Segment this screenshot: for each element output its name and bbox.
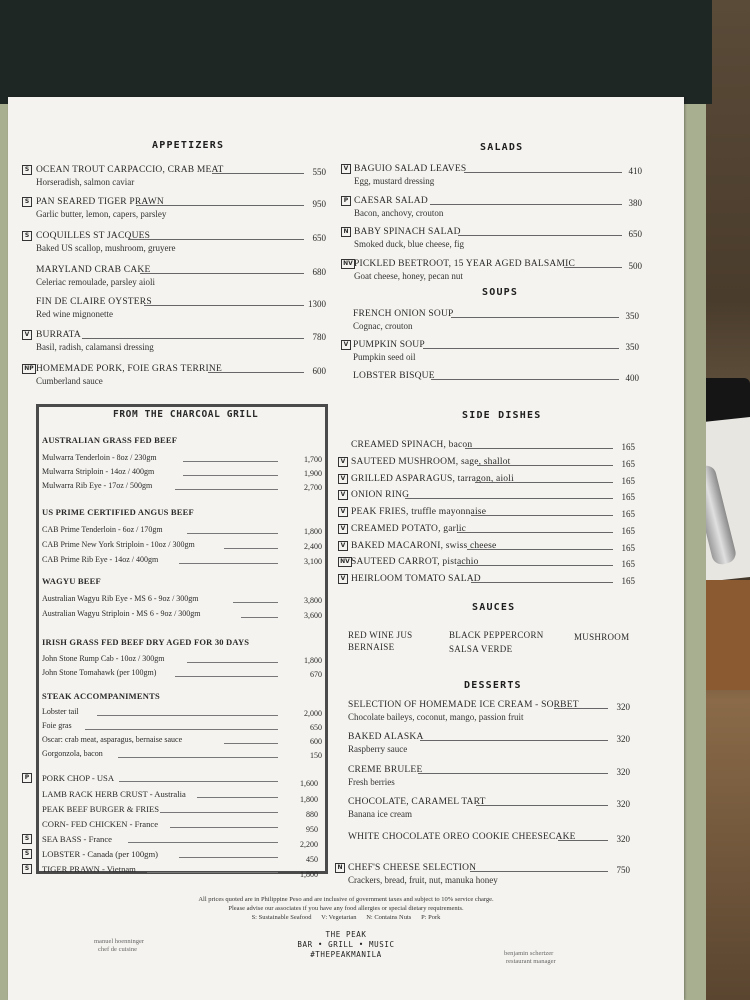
item-price: 165 xyxy=(621,509,635,519)
diet-tag-icon: S xyxy=(22,849,32,859)
item-price: 165 xyxy=(621,559,635,569)
menu-item xyxy=(354,226,642,250)
side-dishes-title: SIDE DISHES xyxy=(462,410,542,421)
item-description: Red wine mignonette xyxy=(36,309,113,319)
item-description: Goat cheese, honey, pecan nut xyxy=(354,271,463,281)
grill-item-name: Oscar: crab meat, asparagus, bernaise sauce xyxy=(42,735,183,744)
leader-line xyxy=(465,448,613,449)
sauces-title: SAUCES xyxy=(472,602,516,613)
diet-tag-icon: S xyxy=(22,834,32,844)
leader-line xyxy=(183,461,278,462)
grill-main-name: LOBSTER - Canada (per 100gm) xyxy=(42,849,158,859)
grill-item-name: Mulwarra Striploin - 14oz / 400gm xyxy=(42,467,155,476)
item-price: 680 xyxy=(312,267,326,277)
leader-line xyxy=(208,372,304,373)
item-price: 165 xyxy=(621,476,635,486)
item-description: Celeriac remoulade, parsley aioli xyxy=(36,277,155,287)
item-name: ONION RING xyxy=(351,490,410,500)
leader-line xyxy=(558,840,608,841)
grill-item-price: 3,800 xyxy=(304,596,322,605)
item-description: Basil, radish, calamansi dressing xyxy=(36,342,154,352)
grill-item-price: 2,700 xyxy=(304,483,322,492)
item-price: 950 xyxy=(312,199,326,209)
grill-item-price: 670 xyxy=(310,670,322,679)
item-name: OCEAN TROUT CARPACCIO, CRAB MEAT xyxy=(36,165,224,175)
menu-item xyxy=(348,731,630,755)
diet-tag-icon: S xyxy=(22,165,32,175)
grill-item-price: 1,800 xyxy=(304,527,322,536)
leader-line xyxy=(564,267,622,268)
salads-title: SALADS xyxy=(480,142,524,153)
item-price: 1300 xyxy=(308,299,326,309)
leader-line xyxy=(554,708,608,709)
grill-group-heading: AUSTRALIAN GRASS FED BEEF xyxy=(42,435,178,445)
item-name: SAUTEED CARROT, pistachio xyxy=(351,557,479,567)
sauce-item: MUSHROOM xyxy=(574,632,630,642)
menu-item xyxy=(36,329,326,353)
footer-price-note: All prices quoted are in Philippine Peso and are inclusive of government taxes and subject to 10% service charge. xyxy=(198,896,494,903)
diet-tag-icon: V xyxy=(338,490,348,500)
leader-line xyxy=(187,662,278,663)
grill-group-heading: WAGYU BEEF xyxy=(42,576,101,586)
grill-main-price: 450 xyxy=(306,855,318,864)
diet-tag-icon: V xyxy=(341,164,351,174)
brand-hashtag: #THEPEAKMANILA xyxy=(310,950,382,959)
item-description: Horseradish, salmon caviar xyxy=(36,177,135,187)
item-name: PICKLED BEETROOT, 15 YEAR AGED BALSAMIC xyxy=(354,259,576,269)
grill-item-name: John Stone Rump Cab - 10oz / 300gm xyxy=(42,654,165,663)
leader-line xyxy=(464,172,622,173)
item-name: BAKED MACARONI, swiss cheese xyxy=(351,541,497,551)
menu-item xyxy=(36,196,326,220)
grill-main-price: 1,600 xyxy=(300,779,318,788)
item-name: HOMEMADE PORK, FOIE GRAS TERRINE xyxy=(36,364,222,374)
menu-item xyxy=(351,573,635,597)
leader-line xyxy=(85,729,278,730)
diet-tag-icon: NV xyxy=(341,259,355,269)
menu-item xyxy=(353,370,639,394)
leader-line xyxy=(144,305,304,306)
grill-group-heading: IRISH GRASS FED BEEF DRY AGED FOR 30 DAYS xyxy=(42,637,250,647)
grill-item-price: 3,600 xyxy=(304,611,322,620)
item-price: 750 xyxy=(616,865,630,875)
item-price: 350 xyxy=(625,311,639,321)
leader-line xyxy=(471,515,613,516)
grill-main-price: 950 xyxy=(306,825,318,834)
grill-item-price: 2,000 xyxy=(304,709,322,718)
menu-item xyxy=(36,230,326,254)
item-description: Crackers, bread, fruit, nut, manuka honey xyxy=(348,875,498,885)
item-price: 165 xyxy=(621,492,635,502)
item-description: Pumpkin seed oil xyxy=(353,352,416,362)
item-name: BAGUIO SALAD LEAVES xyxy=(354,164,467,174)
item-name: CREAMED POTATO, garlic xyxy=(351,524,467,534)
menu-item xyxy=(353,308,639,332)
diet-tag-icon: V xyxy=(338,574,348,584)
leader-line xyxy=(119,781,278,782)
item-description: Egg, mustard dressing xyxy=(354,176,435,186)
diet-tag-icon: V xyxy=(22,330,32,340)
item-price: 350 xyxy=(625,342,639,352)
item-price: 320 xyxy=(616,767,630,777)
menu-item xyxy=(36,264,326,288)
item-description: Cognac, crouton xyxy=(353,321,413,331)
grill-item-name: CAB Prime Rib Eye - 14oz / 400gm xyxy=(42,555,159,564)
leader-line xyxy=(128,239,304,240)
diet-tag-icon: N xyxy=(335,863,345,873)
leader-line xyxy=(233,602,279,603)
leader-line xyxy=(82,338,304,339)
brand-name: THE PEAK xyxy=(325,930,367,939)
sauce-item: BLACK PEPPERCORN xyxy=(449,630,544,640)
item-price: 320 xyxy=(616,834,630,844)
leader-line xyxy=(183,475,278,476)
grill-item-name: Mulwarra Rib Eye - 17oz / 500gm xyxy=(42,481,153,490)
sauce-item: SALSA VERDE xyxy=(449,644,513,654)
grill-item-price: 2,400 xyxy=(304,542,322,551)
leader-line xyxy=(431,379,619,380)
chef-name: manuel hoenninger xyxy=(94,938,144,945)
grill-item-name: Foie gras xyxy=(42,721,72,730)
leader-line xyxy=(179,563,278,564)
diet-tag-icon: S xyxy=(22,231,32,241)
menu-item xyxy=(36,363,326,387)
item-name: CHEF'S CHEESE SELECTION xyxy=(348,863,477,873)
item-name: LOBSTER BISQUE xyxy=(353,371,435,381)
grill-main-price: 1,800 xyxy=(300,795,318,804)
item-name: PUMPKIN SOUP xyxy=(353,340,425,350)
item-name: CHOCOLATE, CARAMEL TART xyxy=(348,797,486,807)
item-name: GRILLED ASPARAGUS, tarragon, aioli xyxy=(351,474,514,484)
grill-item-name: CAB Prime Tenderloin - 6oz / 170gm xyxy=(42,525,163,534)
menu-item xyxy=(354,195,642,219)
chef-title: chef de cuisine xyxy=(98,946,137,953)
grill-title: FROM THE CHARCOAL GRILL xyxy=(113,409,259,420)
leader-line xyxy=(457,565,613,566)
leader-line xyxy=(175,676,278,677)
item-name: FRENCH ONION SOUP xyxy=(353,309,454,319)
grill-item-price: 650 xyxy=(310,723,322,732)
leader-line xyxy=(179,857,278,858)
item-name: CREME BRULEE xyxy=(348,765,423,775)
menu-item xyxy=(36,296,326,320)
diet-tag-icon: S xyxy=(22,197,32,207)
item-name: FIN DE CLAIRE OYSTERS xyxy=(36,297,152,307)
item-name: SELECTION OF HOMEMADE ICE CREAM - SORBET xyxy=(348,700,579,710)
menu-item xyxy=(348,764,630,788)
item-price: 400 xyxy=(625,373,639,383)
item-name: BAKED ALASKA xyxy=(348,732,424,742)
leader-line xyxy=(160,812,278,813)
grill-item-name: Australian Wagyu Rib Eye - MS 6 - 9oz / 300gm xyxy=(42,594,199,603)
menu-item xyxy=(348,699,630,723)
diet-tag-icon: V xyxy=(338,524,348,534)
diet-tag-icon: V xyxy=(341,340,351,350)
leader-line xyxy=(471,582,613,583)
soups-title: SOUPS xyxy=(482,287,519,298)
menu-item xyxy=(348,831,630,855)
leader-line xyxy=(457,532,613,533)
item-price: 600 xyxy=(312,366,326,376)
item-price: 165 xyxy=(621,442,635,452)
leader-line xyxy=(187,533,278,534)
diet-tag-icon: V xyxy=(338,507,348,517)
grill-main-name: SEA BASS - France xyxy=(42,834,112,844)
grill-item-name: CAB Prime New York Striploin - 10oz / 300gm xyxy=(42,540,195,549)
manager-title: restaurant manager xyxy=(506,958,556,965)
leader-line xyxy=(224,743,278,744)
menu-item xyxy=(36,164,326,188)
grill-item-price: 1,900 xyxy=(304,469,322,478)
diet-tag-icon: S xyxy=(22,864,32,874)
menu-item xyxy=(348,796,630,820)
grill-main-name: TIGER PRAWN - Vietnam xyxy=(42,864,136,874)
grill-main-name: LAMB RACK HERB CRUST - Australia xyxy=(42,789,186,799)
menu-item xyxy=(348,862,630,886)
item-price: 320 xyxy=(616,734,630,744)
item-price: 165 xyxy=(621,543,635,553)
item-name: PEAK FRIES, truffle mayonnaise xyxy=(351,507,487,517)
leader-line xyxy=(423,348,619,349)
item-description: Smoked duck, blue cheese, fig xyxy=(354,239,464,249)
grill-item-price: 1,700 xyxy=(304,455,322,464)
leader-line xyxy=(451,317,619,318)
brand-tagline: BAR • GRILL • MUSIC xyxy=(297,940,395,949)
item-price: 410 xyxy=(628,166,642,176)
footer-legend: S: Sustainable Seafood V: Vegetarian N: Contains Nuts P: Pork xyxy=(251,914,441,921)
item-price: 650 xyxy=(312,233,326,243)
grill-item-name: Gorgonzola, bacon xyxy=(42,749,103,758)
leader-line xyxy=(467,549,613,550)
footer-allergy-note: Please advise our associates if you have any food allergies or special dietary requirements. xyxy=(228,905,464,912)
menu-item xyxy=(354,258,642,282)
diet-tag-icon: N xyxy=(341,227,351,237)
leader-line xyxy=(476,805,608,806)
item-name: BURRATA xyxy=(36,330,81,340)
item-price: 165 xyxy=(621,576,635,586)
leader-line xyxy=(477,465,613,466)
leader-line xyxy=(405,498,613,499)
sauce-item: RED WINE JUS xyxy=(348,630,413,640)
manager-name: benjamin schertzer xyxy=(504,950,554,957)
leader-line xyxy=(418,773,608,774)
diet-tag-icon: NV xyxy=(338,557,352,567)
diet-tag-icon: P xyxy=(22,773,32,783)
item-description: Fresh berries xyxy=(348,777,395,787)
leader-line xyxy=(140,273,304,274)
grill-item-name: Australian Wagyu Striploin - MS 6 - 9oz / 300gm xyxy=(42,609,201,618)
item-description: Raspberry sauce xyxy=(348,744,408,754)
grill-main-price: 1,800 xyxy=(300,870,318,879)
item-name: CAESAR SALAD xyxy=(354,196,428,206)
leader-line xyxy=(224,548,278,549)
grill-main-name: CORN- FED CHICKEN - France xyxy=(42,819,159,829)
leader-line xyxy=(136,205,304,206)
leader-line xyxy=(212,173,304,174)
leader-line xyxy=(197,797,278,798)
appetizers-title: APPETIZERS xyxy=(152,140,225,151)
grill-item-price: 3,100 xyxy=(304,557,322,566)
leader-line xyxy=(420,740,608,741)
leader-line xyxy=(175,489,278,490)
leader-line xyxy=(458,235,622,236)
item-name: WHITE CHOCOLATE OREO COOKIE CHEESECAKE xyxy=(348,832,576,842)
leader-line xyxy=(97,715,278,716)
grill-group-heading: STEAK ACCOMPANIMENTS xyxy=(42,691,160,701)
item-price: 320 xyxy=(616,702,630,712)
item-description: Garlic butter, lemon, capers, parsley xyxy=(36,209,167,219)
diet-tag-icon: V xyxy=(338,541,348,551)
item-price: 500 xyxy=(628,261,642,271)
item-name: HEIRLOOM TOMATO SALAD xyxy=(351,574,481,584)
leader-line xyxy=(147,872,278,873)
item-price: 165 xyxy=(621,459,635,469)
diet-tag-icon: P xyxy=(341,196,351,206)
grill-item-name: Mulwarra Tenderloin - 8oz / 230gm xyxy=(42,453,157,462)
leader-line xyxy=(118,757,278,758)
item-name: SAUTEED MUSHROOM, sage, shallot xyxy=(351,457,511,467)
item-name: PAN SEARED TIGER PRAWN xyxy=(36,197,164,207)
item-name: CREAMED SPINACH, bacon xyxy=(351,440,473,450)
diet-tag-icon: NP xyxy=(22,364,36,374)
diet-tag-icon: V xyxy=(338,474,348,484)
item-name: MARYLAND CRAB CAKE xyxy=(36,265,151,275)
leader-line xyxy=(128,842,278,843)
item-description: Chocolate baileys, coconut, mango, passion fruit xyxy=(348,712,524,722)
item-price: 780 xyxy=(312,332,326,342)
item-description: Banana ice cream xyxy=(348,809,412,819)
leader-line xyxy=(470,871,608,872)
item-price: 165 xyxy=(621,526,635,536)
menu-item xyxy=(354,163,642,187)
item-price: 320 xyxy=(616,799,630,809)
grill-item-price: 150 xyxy=(310,751,322,760)
item-price: 650 xyxy=(628,229,642,239)
leader-line xyxy=(241,617,278,618)
grill-main-name: PORK CHOP - USA xyxy=(42,773,115,783)
leader-line xyxy=(475,482,613,483)
desserts-title: DESSERTS xyxy=(464,680,522,691)
item-description: Baked US scallop, mushroom, gruyere xyxy=(36,243,176,253)
grill-item-price: 600 xyxy=(310,737,322,746)
item-price: 550 xyxy=(312,167,326,177)
clipboard-clip xyxy=(0,0,712,104)
leader-line xyxy=(430,204,622,205)
item-price: 380 xyxy=(628,198,642,208)
item-description: Bacon, anchovy, crouton xyxy=(354,208,444,218)
menu-item xyxy=(353,339,639,363)
grill-main-price: 2,200 xyxy=(300,840,318,849)
grill-main-name: PEAK BEEF BURGER & FRIES xyxy=(42,804,159,814)
diet-tag-icon: V xyxy=(338,457,348,467)
grill-item-name: John Stone Tomahawk (per 100gm) xyxy=(42,668,157,677)
item-name: COQUILLES ST JACQUES xyxy=(36,231,151,241)
item-name: BABY SPINACH SALAD xyxy=(354,227,461,237)
item-description: Cumberland sauce xyxy=(36,376,103,386)
grill-item-price: 1,800 xyxy=(304,656,322,665)
grill-item-name: Lobster tail xyxy=(42,707,79,716)
grill-group-heading: US PRIME CERTIFIED ANGUS BEEF xyxy=(42,507,194,517)
sauce-item: BERNAISE xyxy=(348,642,395,652)
leader-line xyxy=(170,827,278,828)
grill-main-price: 880 xyxy=(306,810,318,819)
